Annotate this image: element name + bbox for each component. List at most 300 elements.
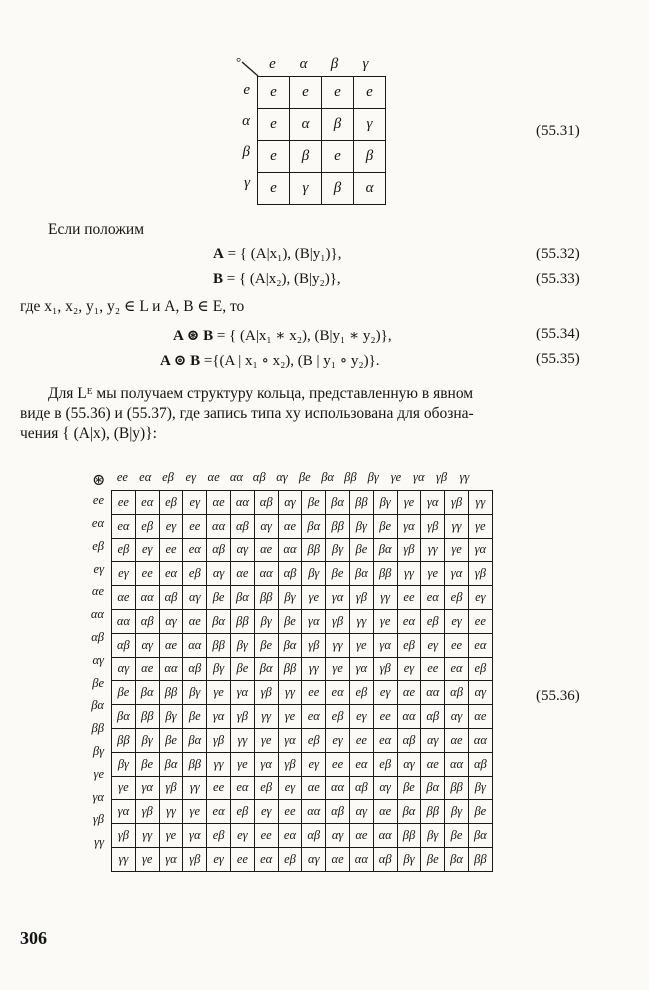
table-cell: αβ — [278, 562, 302, 586]
eq-55-35-rhs: ={(A | x₁ ∘ x₂), (B | y₁ ∘ y₂)}. — [203, 353, 380, 369]
table-cell: e — [354, 77, 386, 109]
table_big-col-header: βα — [321, 470, 334, 484]
table-cell: eγ — [373, 681, 397, 705]
table-cell: eα — [421, 586, 445, 610]
table-row — [258, 173, 386, 205]
table-cell: βα — [349, 562, 373, 586]
table_big-row-label: βe — [92, 675, 104, 690]
table-cell: γβ — [397, 538, 421, 562]
table-cell: γe — [468, 514, 492, 538]
table_big-row-label: γα — [92, 789, 104, 804]
table-cell: αγ — [183, 586, 207, 610]
table-cell: eα — [254, 847, 278, 871]
table-cell: β — [354, 141, 386, 173]
table-cell: e — [258, 109, 290, 141]
table-cell: γe — [397, 491, 421, 515]
table-cell: eα — [445, 657, 469, 681]
table_small-row-label: e — [243, 82, 250, 98]
table-cell: e — [258, 77, 290, 109]
table-cell: γβ — [278, 752, 302, 776]
table_big-col-header: αα — [229, 470, 243, 484]
table-cell: eα — [159, 562, 183, 586]
table-cell: γe — [254, 728, 278, 752]
table-cell: γβ — [207, 728, 231, 752]
table-cell: γe — [159, 824, 183, 848]
table-cell: αα — [349, 847, 373, 871]
table-big-grid — [111, 490, 493, 872]
table-row — [112, 609, 493, 633]
table-cell: βα — [207, 609, 231, 633]
table-cell: βγ — [326, 538, 350, 562]
table-cell: eβ — [326, 705, 350, 729]
table_big-row-label: βγ — [92, 743, 104, 758]
table-cell: ββ — [326, 514, 350, 538]
table-cell: eγ — [397, 657, 421, 681]
table-cell: ββ — [445, 776, 469, 800]
table-cell: γe — [373, 609, 397, 633]
table-cell: ββ — [302, 538, 326, 562]
table-cell: eβ — [445, 586, 469, 610]
table-cell: αγ — [207, 562, 231, 586]
table-cell: γβ — [302, 633, 326, 657]
table-cell: αβ — [349, 776, 373, 800]
table-cell: γβ — [112, 824, 136, 848]
table-cell: e — [290, 77, 322, 109]
table_small-row-label: β — [242, 144, 250, 160]
table-cell: αe — [135, 657, 159, 681]
table-cell: γβ — [421, 514, 445, 538]
table-cell: γβ — [445, 491, 469, 515]
table_big-col-header: γe — [390, 470, 402, 484]
table-cell: γα — [397, 514, 421, 538]
table-cell: αγ — [373, 776, 397, 800]
table-cell: αγ — [112, 657, 136, 681]
table-cell: eγ — [421, 633, 445, 657]
table-cell: βe — [278, 609, 302, 633]
table-row — [258, 77, 386, 109]
table_big-col-header: αγ — [276, 470, 288, 484]
table-cell: αγ — [278, 491, 302, 515]
table-cell: αα — [445, 752, 469, 776]
table_big-col-header: ee — [116, 470, 128, 484]
table-cell: αe — [254, 538, 278, 562]
table-cell: βe — [373, 514, 397, 538]
table-cell: ββ — [159, 681, 183, 705]
table-cell: eβ — [421, 609, 445, 633]
table-cell: αα — [135, 586, 159, 610]
table-cell: βα — [326, 491, 350, 515]
table-row — [112, 681, 493, 705]
table-cell: γe — [349, 633, 373, 657]
table-big-op: ⊛ — [92, 472, 106, 489]
table-cell: γγ — [230, 728, 254, 752]
table-small-op: ° — [236, 54, 242, 69]
table_big-row-label: γγ — [94, 835, 104, 850]
table-cell: αγ — [230, 538, 254, 562]
table-cell: αβ — [302, 824, 326, 848]
eqno-55-36: (55.36) — [536, 688, 580, 704]
table-cell: αα — [373, 824, 397, 848]
table_big-row-label: eγ — [93, 561, 104, 576]
table-cell: e — [322, 141, 354, 173]
table-cell: αα — [397, 705, 421, 729]
table-cell: αβ — [112, 633, 136, 657]
table-cell: αβ — [254, 491, 278, 515]
table-cell: βγ — [207, 657, 231, 681]
table-cell: eγ — [326, 728, 350, 752]
table-cell: γβ — [254, 681, 278, 705]
table-cell: βα — [373, 538, 397, 562]
table_small-col-header: β — [330, 56, 339, 72]
table-cell: γα — [468, 538, 492, 562]
table-cell: ββ — [254, 586, 278, 610]
table-row — [258, 141, 386, 173]
table-cell: γβ — [326, 609, 350, 633]
table-cell: ee — [397, 586, 421, 610]
table-cell: eα — [326, 681, 350, 705]
table-cell: βα — [230, 586, 254, 610]
table-cell: γα — [254, 752, 278, 776]
table-row — [112, 705, 493, 729]
table-cell: γγ — [302, 657, 326, 681]
eq-55-33 — [213, 271, 341, 288]
table-cell: αα — [183, 633, 207, 657]
table-row — [112, 491, 493, 515]
eq-55-33-lhs: B — [213, 271, 224, 287]
table_big-col-header: βγ — [367, 470, 379, 484]
table-cell: γγ — [159, 800, 183, 824]
table_small-row-label: α — [242, 113, 250, 129]
table-cell: βγ — [302, 562, 326, 586]
table-cell: eγ — [302, 752, 326, 776]
table-cell: αβ — [445, 681, 469, 705]
table-cell: βα — [397, 800, 421, 824]
table-row — [112, 847, 493, 871]
table-cell: eα — [349, 752, 373, 776]
table-cell: βγ — [421, 824, 445, 848]
table_big-row-label: ee — [92, 493, 104, 508]
table-cell: βγ — [468, 776, 492, 800]
table-cell: γα — [445, 562, 469, 586]
table-cell: βα — [135, 681, 159, 705]
table-cell: γα — [278, 728, 302, 752]
table_big-row-label: αβ — [91, 629, 104, 644]
table_big-col-header: eγ — [185, 470, 197, 484]
table-cell: γγ — [112, 847, 136, 871]
table-cell: βγ — [373, 491, 397, 515]
table-cell: αα — [230, 491, 254, 515]
table-cell: αα — [421, 681, 445, 705]
table-cell: ee — [254, 824, 278, 848]
table-cell: ββ — [135, 705, 159, 729]
table-cell: αα — [159, 657, 183, 681]
table-cell: eβ — [112, 538, 136, 562]
table-cell: βγ — [349, 514, 373, 538]
table-cell: eα — [207, 800, 231, 824]
table-cell: αα — [302, 800, 326, 824]
table-cell: ee — [302, 681, 326, 705]
table-cell: γe — [302, 586, 326, 610]
table-cell: ee — [112, 491, 136, 515]
table-cell: eα — [230, 776, 254, 800]
table-cell: γγ — [135, 824, 159, 848]
table-cell: βγ — [397, 847, 421, 871]
table-cell: βα — [302, 514, 326, 538]
table-cell: γγ — [326, 633, 350, 657]
table_big-row-label: αα — [90, 607, 104, 622]
table-cell: e — [258, 173, 290, 205]
table-cell: γe — [421, 562, 445, 586]
table-cell: γγ — [183, 776, 207, 800]
table-cell: αe — [445, 728, 469, 752]
table-cell: γe — [445, 538, 469, 562]
table-cell: αγ — [135, 633, 159, 657]
table-cell: αα — [326, 776, 350, 800]
table-cell: αβ — [207, 538, 231, 562]
table-cell: βe — [112, 681, 136, 705]
table-cell: ββ — [468, 847, 492, 871]
eq-55-34-rhs: = { (A|x₁ ∗ x₂), (B|y₁ ∗ y₂)}, — [216, 328, 392, 344]
table-cell: γγ — [397, 562, 421, 586]
table-cell: αα — [468, 728, 492, 752]
table_small-col-header: e — [269, 56, 276, 72]
table_big-row-label: eα — [91, 515, 104, 530]
table-cell: βα — [112, 705, 136, 729]
table-cell: αβ — [183, 657, 207, 681]
table-cell: eγ — [349, 705, 373, 729]
table-cell: αe — [397, 681, 421, 705]
table-cell: γβ — [373, 657, 397, 681]
table-cell: ββ — [230, 609, 254, 633]
table-cell: αe — [421, 752, 445, 776]
table-cell: eγ — [112, 562, 136, 586]
table-cell: βα — [278, 633, 302, 657]
table-cell: ββ — [373, 562, 397, 586]
table-cell: γγ — [278, 681, 302, 705]
table-cell: γα — [230, 681, 254, 705]
table_small-col-header: γ — [362, 56, 369, 72]
table-cell: αβ — [230, 514, 254, 538]
table_big-col-header: γγ — [459, 470, 470, 484]
table-cell: eγ — [254, 800, 278, 824]
table-cell: γα — [135, 776, 159, 800]
table-cell: eγ — [159, 514, 183, 538]
table-cell: αe — [230, 562, 254, 586]
table-cell: γγ — [445, 514, 469, 538]
table-cell: ββ — [207, 633, 231, 657]
table-cell: γe — [135, 847, 159, 871]
table_big-col-header: γβ — [436, 470, 448, 484]
table-row — [112, 538, 493, 562]
table_big-col-header: αβ — [252, 470, 266, 484]
table-small-grid — [257, 76, 386, 205]
table-cell: ee — [207, 776, 231, 800]
table-cell: αβ — [159, 586, 183, 610]
table-cell: βγ — [112, 752, 136, 776]
table-cell: ββ — [421, 800, 445, 824]
table-cell: βα — [159, 752, 183, 776]
table-cell: eβ — [183, 562, 207, 586]
table-cell: γβ — [135, 800, 159, 824]
table-cell: βγ — [183, 681, 207, 705]
table-cell: βγ — [230, 633, 254, 657]
table-cell: γe — [183, 800, 207, 824]
table-cell: αe — [183, 609, 207, 633]
table-cell: eβ — [159, 491, 183, 515]
table-cell: γe — [207, 681, 231, 705]
table-cell: αα — [112, 609, 136, 633]
table-cell: eα — [112, 514, 136, 538]
table-cell: eβ — [278, 847, 302, 871]
table-cell: αe — [159, 633, 183, 657]
table-row — [112, 824, 493, 848]
table-cell: ee — [468, 609, 492, 633]
table-cell: γγ — [421, 538, 445, 562]
table-cell: γγ — [207, 752, 231, 776]
table-cell: γ — [354, 109, 386, 141]
table_big-row-label: βα — [91, 698, 104, 713]
table-cell: αα — [207, 514, 231, 538]
table-cell: e — [322, 77, 354, 109]
table-cell: γα — [207, 705, 231, 729]
table-cell: γγ — [373, 586, 397, 610]
table-cell: α — [354, 173, 386, 205]
table-cell: αγ — [445, 705, 469, 729]
table-cell: γβ — [468, 562, 492, 586]
table-cell: eγ — [445, 609, 469, 633]
table-cell: αe — [373, 800, 397, 824]
table-cell: ββ — [183, 752, 207, 776]
table-cell: γγ — [349, 609, 373, 633]
table-cell: eβ — [207, 824, 231, 848]
table-row — [112, 586, 493, 610]
table-cell: αβ — [397, 728, 421, 752]
table-cell: β — [322, 173, 354, 205]
table-cell: αe — [326, 847, 350, 871]
table-cell: eβ — [135, 514, 159, 538]
table-cell: e — [258, 141, 290, 173]
eqno-55-35: (55.35) — [536, 351, 580, 367]
table-cell: eα — [468, 633, 492, 657]
table-cell: eα — [397, 609, 421, 633]
table-cell: eα — [135, 491, 159, 515]
table-cell: αe — [278, 514, 302, 538]
table-cell: αγ — [302, 847, 326, 871]
table-cell: γβ — [159, 776, 183, 800]
table_big-col-header: γα — [413, 470, 425, 484]
table-row — [112, 776, 493, 800]
table-cell: αγ — [421, 728, 445, 752]
table-cell: γα — [326, 586, 350, 610]
table-cell: βγ — [445, 800, 469, 824]
table-cell: eγ — [183, 491, 207, 515]
table-cell: α — [290, 109, 322, 141]
table-cell: γα — [421, 491, 445, 515]
table-cell: αβ — [468, 752, 492, 776]
table-cell: γβ — [349, 586, 373, 610]
table-cell: ee — [445, 633, 469, 657]
eqno-55-32: (55.32) — [536, 246, 580, 262]
table-cell: γγ — [254, 705, 278, 729]
table-cell: ee — [373, 705, 397, 729]
table-cell: eα — [278, 824, 302, 848]
table-cell: eα — [302, 705, 326, 729]
table-cell: βe — [230, 657, 254, 681]
eqno-55-34: (55.34) — [536, 326, 580, 342]
table-cell: βγ — [278, 586, 302, 610]
paragraph-line-1: Для Lᴱ мы получаем структуру кольца, представленную в явном — [48, 385, 474, 402]
table-cell: γe — [278, 705, 302, 729]
eq-55-32-lhs: A — [213, 246, 224, 262]
table-row — [112, 657, 493, 681]
table-cell: ee — [135, 562, 159, 586]
table-cell: βα — [445, 847, 469, 871]
text-where: где x₁, x₂, y₁, y₂ ∈ L и A, B ∈ E, то — [20, 298, 245, 315]
table-row — [112, 633, 493, 657]
table-cell: ee — [230, 847, 254, 871]
table-cell: eγ — [230, 824, 254, 848]
table-cell: γe — [326, 657, 350, 681]
table-cell: αe — [112, 586, 136, 610]
table-cell: eγ — [278, 776, 302, 800]
table-cell: ββ — [349, 491, 373, 515]
table-row — [112, 752, 493, 776]
table_small-col-header: α — [299, 56, 308, 72]
table-cell: βγ — [254, 609, 278, 633]
table-cell: αe — [302, 776, 326, 800]
table-cell: βα — [254, 657, 278, 681]
table-cell: βα — [468, 824, 492, 848]
table-row — [112, 514, 493, 538]
table-cell: eβ — [397, 633, 421, 657]
table-cell: eβ — [373, 752, 397, 776]
table-cell: γα — [349, 657, 373, 681]
table-cell: αα — [254, 562, 278, 586]
table-cell: γγ — [468, 491, 492, 515]
table-cell: ee — [278, 800, 302, 824]
table-cell: eβ — [302, 728, 326, 752]
table-cell: βe — [159, 728, 183, 752]
table-row — [112, 728, 493, 752]
page-number: 306 — [20, 928, 47, 948]
table-cell: eγ — [135, 538, 159, 562]
table-cell: αβ — [373, 847, 397, 871]
table-cell: βe — [207, 586, 231, 610]
table-cell: βe — [183, 705, 207, 729]
table-cell: γα — [373, 633, 397, 657]
table-cell: γ — [290, 173, 322, 205]
table-cell: αβ — [421, 705, 445, 729]
table-cell: αβ — [326, 800, 350, 824]
table-cell: γβ — [230, 705, 254, 729]
eq-55-32 — [213, 246, 342, 263]
table-cell: ββ — [278, 657, 302, 681]
table-cell: eβ — [230, 800, 254, 824]
table_big-row-label: ββ — [91, 721, 104, 736]
table_big-col-header: eα — [139, 470, 152, 484]
table_big-row-label: γβ — [92, 812, 104, 827]
eq-55-33-rhs: = { (A|x₂), (B|y₂)}, — [226, 271, 341, 287]
table-cell: αβ — [135, 609, 159, 633]
table-cell: ββ — [112, 728, 136, 752]
table-cell: βe — [254, 633, 278, 657]
eq-55-34 — [173, 326, 392, 345]
table-cell: αe — [468, 705, 492, 729]
table-cell: βe — [326, 562, 350, 586]
table-cell: ee — [183, 514, 207, 538]
table-cell: γe — [112, 776, 136, 800]
table_big-row-label: γe — [93, 766, 104, 781]
